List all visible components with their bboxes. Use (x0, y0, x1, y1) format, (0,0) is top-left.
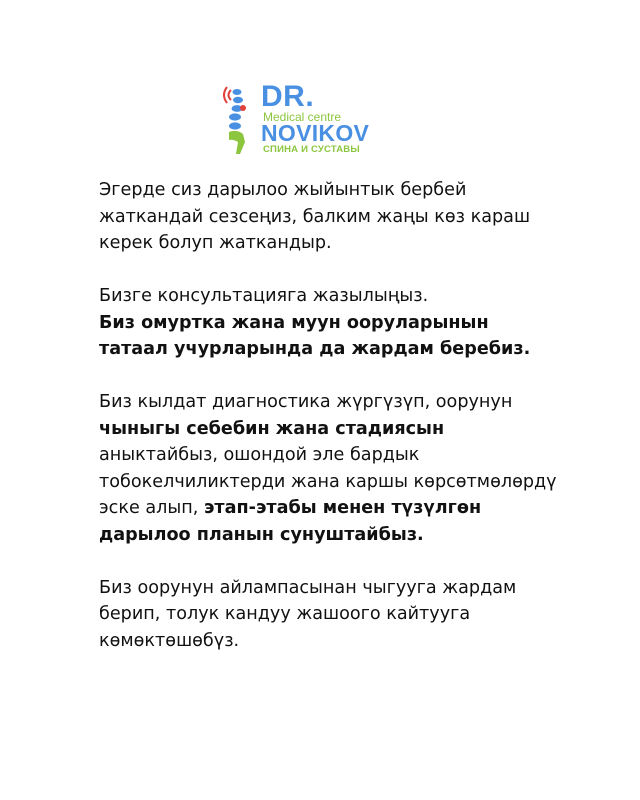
diag-text-c: аныктайбыз, ошондой эле бардык тобокелчиликтерди жана каршы көрсөтмөлөрдү эске алып, (99, 445, 557, 518)
logo-medical-centre: Medical centre (263, 110, 342, 124)
logo-subtitle: СПИНА И СУСТАВЫ (263, 144, 360, 155)
clinic-logo (223, 82, 383, 162)
paragraph-closing: Биз оорунун айлампасынан чыгууга жардам берип, толук кандуу жашоого кайтууга көмөктөшөбүз. (99, 577, 517, 651)
diag-bold-plan: этап-этабы менен түзүлгөн дарылоо планын сунуштайбыз. (99, 498, 482, 545)
main-text (99, 177, 559, 681)
diag-text-a: Биз кылдат диагностика жүргүзүп, оорунун (99, 392, 513, 412)
paragraph-consultation (99, 283, 559, 363)
paragraph-intro: Эгерде сиз дарылоо жыйынтык бербей жаткандай сезсеңиз, балким жаңы көз караш керек болуп жаткандыр. (99, 180, 531, 253)
consultation-bold: Биз омуртка жана муун ооруларынын татаал учурларында да жардам беребиз. (99, 312, 531, 359)
logo-novikov: NOVIKOV (261, 120, 370, 146)
logo-dr: DR. (261, 80, 315, 113)
consultation-line: Бизге консультацияга жазылыңыз. (99, 286, 429, 306)
paragraph-diagnostics (99, 389, 559, 548)
spine-icon (223, 82, 257, 156)
diag-bold-cause: чыныгы себебин жана стадиясын (99, 418, 445, 439)
